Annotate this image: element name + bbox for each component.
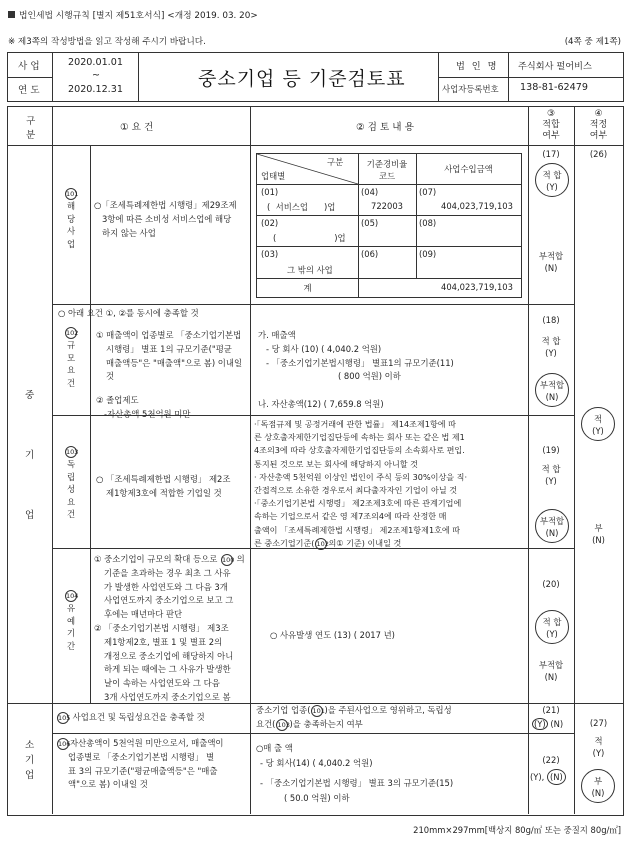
col-gubun-bottom: 분 (26, 130, 36, 141)
start-date: 2020.01.01 (68, 57, 123, 68)
section-jung-2: 기 (25, 450, 35, 461)
date-tilde: ~ (92, 70, 101, 81)
row102-fit-no-selected[interactable]: 부적합 (N) (535, 373, 569, 407)
col-fit: ③ 적합 여부 (542, 109, 560, 141)
table-head-biz: 업태별 (261, 171, 286, 181)
law-reference: 법인세법 시행규칙 [별지 제51호서식] <개정 2019. 03. 20> (8, 8, 258, 21)
row102-intro: ○ 아래 요건 ①, ②를 동시에 충족할 것 (58, 308, 199, 318)
row104-requirement: ① 중소기업이 규모의 확대 등으로 100 의 기준을 초과하는 경우 최초 그 사유 가 발생한 사업연도와 그 다음 3개 사업연도까지 중소기업으로 보고 그 후에는 매년마다 판단 ② 「중소기업기본법 시행령」 제3조 제1항제2호, 별표 1 및 별표 2의 개정으로 중소기업에 해당하지 아니 하게 되는 때에는 그 사유가 발생한 날이 속하는 사업연도와 그 다음 3개 사업연도까지 중소기업으로 봄 (94, 554, 245, 702)
biz-type-1: 서비스업 (275, 202, 308, 212)
row102-requirement: ① 매출액이 업종별로 「중소기업기본법 시행령」 별표 1의 규모기준("평균 매출액등"은 "매출액"으로 봄) 이내일 것 ② 졸업제도 -자산총액 5천억원 미만 (96, 330, 243, 419)
form-title: 중소기업 등 기준검토표 (198, 68, 406, 90)
page-indicator: (4쪽 중 제1쪽) (564, 37, 621, 47)
year-label-bottom: 연 도 (18, 85, 40, 96)
row105-review: 중소기업 업종( 101)을 주된사업으로 영위하고, 독립성 요건( 103)을 충족하는지 여부 (256, 705, 452, 729)
col-gubun-top: 구 (26, 116, 36, 127)
col-line-fit (574, 107, 575, 814)
corp-name: 주식회사 펄어비스 (518, 61, 592, 72)
col-review: ② 검 토 내 용 (356, 122, 414, 133)
main-table: 구 분 ① 요 건 ② 검 토 내 용 ③ 적합 여부 ④ 적정 여부 중 기 업 소 기 업 101 해 당 사 업 ○「조세특례제한법 시행령」제29조제 3항에 따른 소비성 서비스업에 해당 하지 않는 사업 구분 업태별 기준경비율 코드 사업수입금액 (01) (04) (07) ( 서비스업 )업 722003 404,023,719,103 (02) (05) (08) ( )업 (03) (06) (09) 그 밖의 사업 계 404,023,719,103 (17) 적 합 (Y) 부적합 (N) (26) ○ 아래 요건 ①, ②를 동시에 충족할 것 102 규 모 요 건 ① 매출액이 업종별로 「중소기업기본법 시행령」 별표 1의 규모기준("평균 매출액등"은 "매출액"으로 봄) 이내일 것 ② 졸업제도 -자산총액 5천억원 미만 가. 매출액 - 당 회사 (10) ( 4,040.2 억원) - 「중소기업기본법시행령」 별표1의 규모기준(11) ( 800 억원) 이하 나. 자산총액(12) ( 7,659.8 억원) (18) 적 합 (Y) 부적합 (N) 103 독 립 성 요 건 ○ 「조세특례제한법 시행령」 제2조 제1항제3호에 적합한 기업일 것 ·「독점규제 및 공정거래에 관한 법률」 제14조제1항에 따 른 상호출자제한기업집단등에 속하는 회사 또는 같은 법 제1 4조의3에 따라 상호출자제한기업집단등의 소속회사로 편입. 통지된 것으로 보는 회사에 해당하지 아니할 것 · 자산총액 5천억원 이상인 법인이 주식 등의 30%이상을 직· 간접적으로 소유한 경우로서 최다출자자인 기업이 아닐 것 ·「중소기업기본법 시행령」 제2조제3호에 따른 관계기업에 속하는 기업으로서 같은 영 제7조의4에 따라 산정한 매 출액이 「조세특례제한법 시행령」 제2조제1항제1호에 따 른 중소기업기준( 102의① 기준) 이내일 것 (19) 적 합 (Y) 부적합 (N) 적 (Y) 부 (N) 104 유 예 기 간 ① 중소기업이 규모의 확대 등으로 100 의 기준을 초과하는 경우 최초 그 사유 가 발생한 사업연도와 그 다음 3개 사업연도까지 중소기업으로 보고 그 후에는 매년마다 판단 ② 「중소기업기본법 시행령」 제3조 제1항제2호, 별표 1 및 별표 2의 개정으로 중소기업에 해당하지 아니 하게 되는 때에는 그 사유가 발생한 날이 속하는 사업연도와 그 다음 3개 사업연도까지 중소기업으로 봄 ○ 사유발생 연도 (13) ( 2017 년) (20) 적 합 (Y) 부적합 (N) 105 사업요건 및 독립성요건을 충족할 것 중소기업 업종( 101)을 주된사업으로 영위하고, 독립성 요건( 103)을 충족하는지 여부 (21) (Y) (N) (27) 적 (Y) 부 (N) 106자산총액이 5천억원 미만으로서, 매출액이 업종별로 「중소기업기본법 시행령」 별 표 3의 규모기준("평균매출액등"은 "매출 액"으로 봄) 이내일 것 ○매 출 액 - 당 회사(14) ( 4,040.2 억원) - 「중소기업기본법 시행령」 별표 3의 규모기준(15) ( 50.0 억원) 이하 (22) (Y), (N) (7, 106, 624, 816)
amount-1: 404,023,719,103 (441, 201, 513, 211)
row105-fit-options[interactable]: (Y) (N) (534, 719, 564, 729)
section-jung-1: 중 (25, 390, 35, 401)
biz-no-label: 사업자등록번호 (442, 84, 499, 94)
instruction-note: ※ 제3쪽의 작성방법을 읽고 작성해 주시기 바랍니다. (8, 37, 206, 47)
row106-requirement: 106자산총액이 5천억원 미만으로서, 매출액이 업종별로 「중소기업기본법 시행령」 별 표 3의 규모기준("평균매출액등"은 "매출 액"으로 봄) 이내일 것 (58, 738, 224, 790)
code-1: 722003 (371, 201, 403, 211)
row101-fit-selected[interactable]: 적 합 (Y) (535, 163, 569, 197)
row105-requirement: 105 사업요건 및 독립성요건을 충족할 것 (58, 712, 205, 722)
table-head-amount: 사업수입금액 (444, 164, 493, 174)
section-so-1: 소 (25, 740, 35, 751)
year-label-top: 사 업 (18, 61, 40, 72)
jung-app-no[interactable]: 부 (N) (592, 523, 605, 545)
row103-requirement: ○ 「조세특례제한법 시행령」 제2조 제1항제3호에 적합한 기업일 것 (96, 474, 231, 498)
row104-review: ○ 사유발생 연도 (13) ( 2017 년) (270, 630, 395, 640)
info-box (7, 52, 624, 102)
biz-no: 138-81-62479 (520, 82, 588, 93)
square-bullet-icon (8, 11, 15, 18)
row101-requirement: ○「조세특례제한법 시행령」제29조제 3항에 따른 소비성 서비스업에 해당 하지 않는 사업 (94, 200, 237, 238)
corp-name-label: 법 인 명 (456, 61, 499, 72)
end-date: 2020.12.31 (68, 84, 123, 95)
row102-label: 102 규 모 요 건 (66, 329, 79, 388)
row103-fit-yes[interactable]: 적 합 (Y) (541, 464, 561, 486)
so-app-no-selected[interactable]: 부 (N) (581, 769, 615, 803)
row104-label: 104 유 예 기 간 (66, 592, 79, 651)
section-jung-3: 업 (25, 510, 35, 521)
row103-label: 103 독 립 성 요 건 (66, 448, 79, 519)
row103-fit-no-selected[interactable]: 부적합 (N) (535, 509, 569, 543)
business-table: 구분 업태별 기준경비율 코드 사업수입금액 (01) (04) (07) ( 서비스업 )업 722003 404,023,719,103 (02) (05) (08) ( )업 (03) (06) (09) 그 밖의 사업 계 404,023,719,103 (256, 153, 522, 298)
row102-review: 가. 매출액 - 당 회사 (10) ( 4,040.2 억원) - 「중소기업기본법시행령」 별표1의 규모기준(11) ( 800 억원) 이하 나. 자산총액(12) ( 7,659.8 억원) (258, 330, 454, 410)
section-so-3: 업 (25, 770, 35, 781)
paper-spec: 210mm×297mm[백상지 80g/㎡ 또는 중질지 80g/㎡] (413, 825, 621, 835)
row103-review: ·「독점규제 및 공정거래에 관한 법률」 제14조제1항에 따 른 상호출자제한기업집단등에 속하는 회사 또는 같은 법 제1 4조의3에 따라 상호출자제한기업집단등의 소속회사로 편입. 통지된 것으로 보는 회사에 해당하지 아니할 것 · 자산총액 5천억원 이상인 법인이 주식 등의 30%이상을 직· 간접적으로 소유한 경우로서 최다출자자인 기업이 아닐 것 ·「중소기업기본법 시행령」 제2조제3호에 따른 관계기업에 속하는 기업으로서 같은 영 제7조의4에 따라 산정한 매 출액이 「조세특례제한법 시행령」 제2조제1항제1호에 따 른 중소기업기준( 102의① 기준) 이내일 것 (254, 419, 468, 548)
col-appropriate: ④ 적정 여부 (589, 109, 608, 141)
jung-app-yes-selected[interactable]: 적 (Y) (581, 407, 615, 441)
row101-label: 101 해 당 사 업 (66, 190, 79, 249)
section-so-2: 기 (25, 755, 35, 766)
table-head-code: 기준경비율 코드 (366, 159, 408, 181)
row106-review: ○매 출 액 - 당 회사(14) ( 4,040.2 억원) - 「중소기업기본법 시행령」 별표 3의 규모기준(15) ( 50.0 억원) 이하 (256, 743, 454, 803)
col-line-req (250, 107, 251, 814)
row102-fit-yes[interactable]: 적 합 (Y) (541, 336, 561, 358)
total-amount: 404,023,719,103 (441, 282, 513, 292)
row104-fit-no[interactable]: 부적합 (N) (538, 660, 564, 682)
col-requirements: ① 요 건 (120, 122, 154, 133)
table-head-gubun: 구분 (327, 157, 344, 167)
row101-fit-no[interactable]: 부적합 (N) (538, 251, 564, 273)
row106-fit-options[interactable]: (Y), (N) (530, 769, 566, 785)
so-app-yes[interactable]: 적 (Y) (592, 736, 605, 758)
row104-fit-yes-selected[interactable]: 적 합 (Y) (535, 610, 569, 644)
